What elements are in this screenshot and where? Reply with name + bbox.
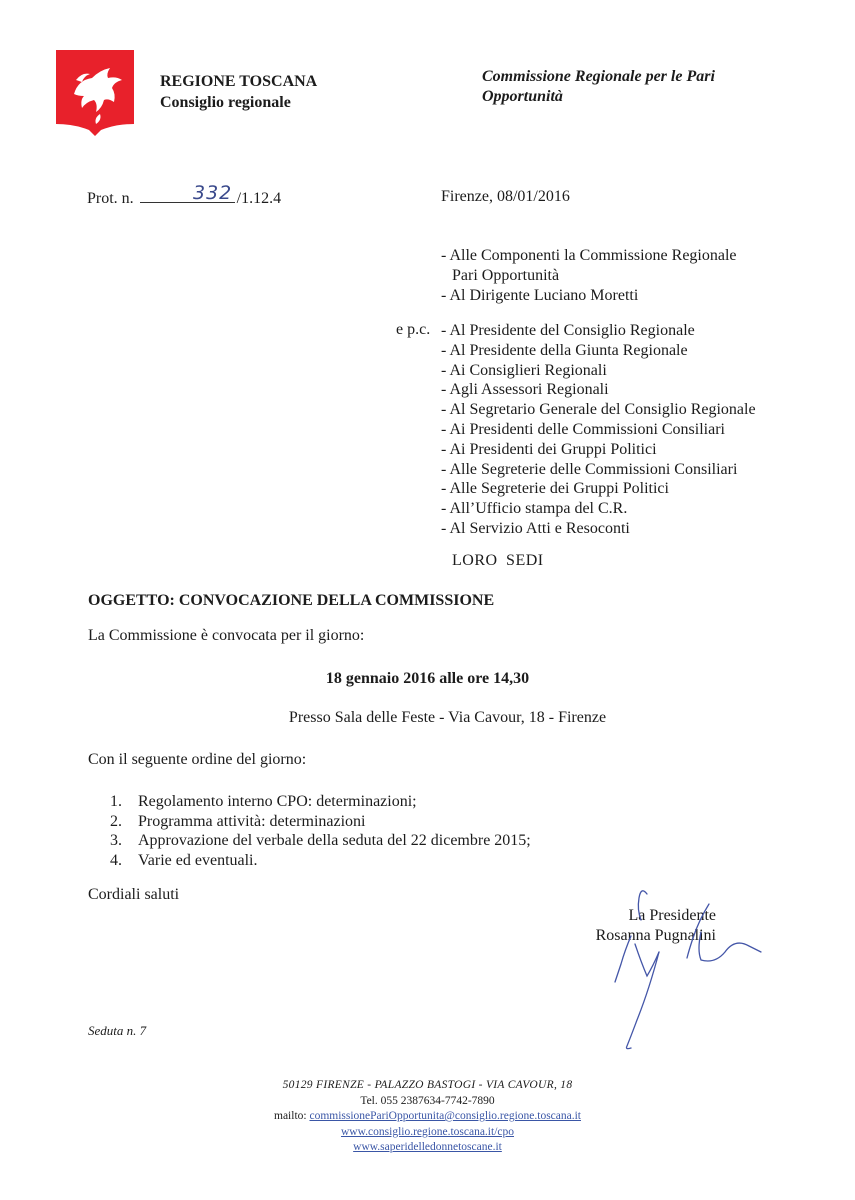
footer-mail-link[interactable]: commissionePariOpportunita@consiglio.regione.toscana.it (309, 1110, 581, 1122)
commission-name-line1: Commissione Regionale per le Pari (482, 68, 715, 85)
footer-mail-label: mailto: (274, 1110, 307, 1122)
org-subname: Consiglio regionale (160, 94, 291, 111)
commission-header (482, 67, 752, 107)
org-name: REGIONE TOSCANA (160, 73, 318, 90)
cc-recipient: - Ai Presidenti delle Commissioni Consiliari (441, 420, 725, 438)
footer-web-link-saperi[interactable]: www.saperidelledonnetoscane.it (353, 1141, 502, 1153)
signatory-name: Rosanna Pugnalini (595, 927, 716, 944)
protocol-handwritten-number: 332 (193, 182, 233, 204)
cc-recipient: - Agli Assessori Regionali (441, 381, 609, 399)
place-date: Firenze, 08/01/2016 (441, 188, 570, 205)
cc-recipient: - Al Presidente del Consiglio Regionale (441, 322, 695, 339)
agenda-item-text: Regolamento interno CPO: determinazioni; (138, 793, 417, 810)
footer-web-link-cpo[interactable]: www.consiglio.regione.toscana.it/cpo (341, 1125, 514, 1138)
footer-address: 50129 FIRENZE - PALAZZO BASTOGI - VIA CAVOUR, 18 (282, 1079, 573, 1091)
agenda-item-number: 1. (110, 793, 122, 810)
agenda-item-text: Approvazione del verbale della seduta del 22 dicembre 2015; (138, 832, 531, 849)
agenda-item (110, 792, 531, 812)
convened-text: La Commissione è convocata per il giorno: (88, 627, 365, 644)
meeting-datetime: 18 gennaio 2016 alle ore 14,30 (325, 670, 530, 687)
recipient-line: - Al Dirigente Luciano Moretti (441, 286, 639, 304)
subject-line: OGGETTO: CONVOCAZIONE DELLA COMMISSIONE (88, 592, 495, 609)
cc-recipient: - All’Ufficio stampa del C.R. (441, 500, 628, 518)
org-header (160, 71, 317, 113)
cc-recipient: - Al Presidente della Giunta Regionale (441, 341, 688, 359)
agenda-item (110, 812, 531, 832)
cc-recipient: - Alle Segreterie delle Commissioni Consiliari (441, 460, 738, 478)
protocol-suffix: /1.12.4 (236, 190, 282, 207)
handwritten-signature (575, 880, 775, 1060)
agenda-item-number: 2. (110, 812, 122, 830)
recipient-line: - Alle Componenti la Commissione Regionale (441, 247, 737, 264)
footer-mail-line (0, 1109, 855, 1125)
meeting-place: Presso Sala delle Feste - Via Cavour, 18 - Firenze (288, 709, 607, 726)
agenda-item-number: 3. (110, 832, 122, 849)
recipients-cc (441, 321, 756, 539)
recipients-primary (441, 246, 737, 305)
protocol-number (87, 182, 282, 208)
agenda-item-text: Programma attività: determinazioni (138, 812, 366, 830)
closing: Cordiali saluti (88, 886, 180, 903)
loro-sedi: LORO SEDI (452, 552, 544, 569)
agenda-item (110, 831, 531, 851)
agenda-item (110, 851, 531, 871)
session-reference: Seduta n. 7 (88, 1023, 147, 1038)
cc-recipient: - Alle Segreterie dei Gruppi Politici (441, 480, 669, 498)
commission-name-line2: Opportunità (482, 88, 563, 105)
agenda-list (110, 792, 531, 870)
footer (0, 1078, 855, 1156)
cc-recipient: - Al Servizio Atti e Resoconti (441, 519, 630, 537)
footer-phone: Tel. 055 2387634-7742-7890 (360, 1094, 495, 1107)
recipient-line: Pari Opportunità (452, 266, 560, 284)
cc-recipient: - Ai Presidenti dei Gruppi Politici (441, 440, 657, 458)
agenda-item-number: 4. (110, 851, 122, 869)
agenda-intro: Con il seguente ordine del giorno: (88, 751, 307, 768)
agenda-item-text: Varie ed eventuali. (138, 851, 258, 869)
cc-label: e p.c. (396, 321, 431, 338)
cc-recipient: - Ai Consiglieri Regionali (441, 361, 607, 379)
signatory-title: La Presidente (628, 907, 716, 924)
protocol-label: Prot. n. (87, 190, 134, 207)
regione-toscana-logo (56, 50, 134, 136)
cc-recipient: - Al Segretario Generale del Consiglio Regionale (441, 401, 756, 419)
